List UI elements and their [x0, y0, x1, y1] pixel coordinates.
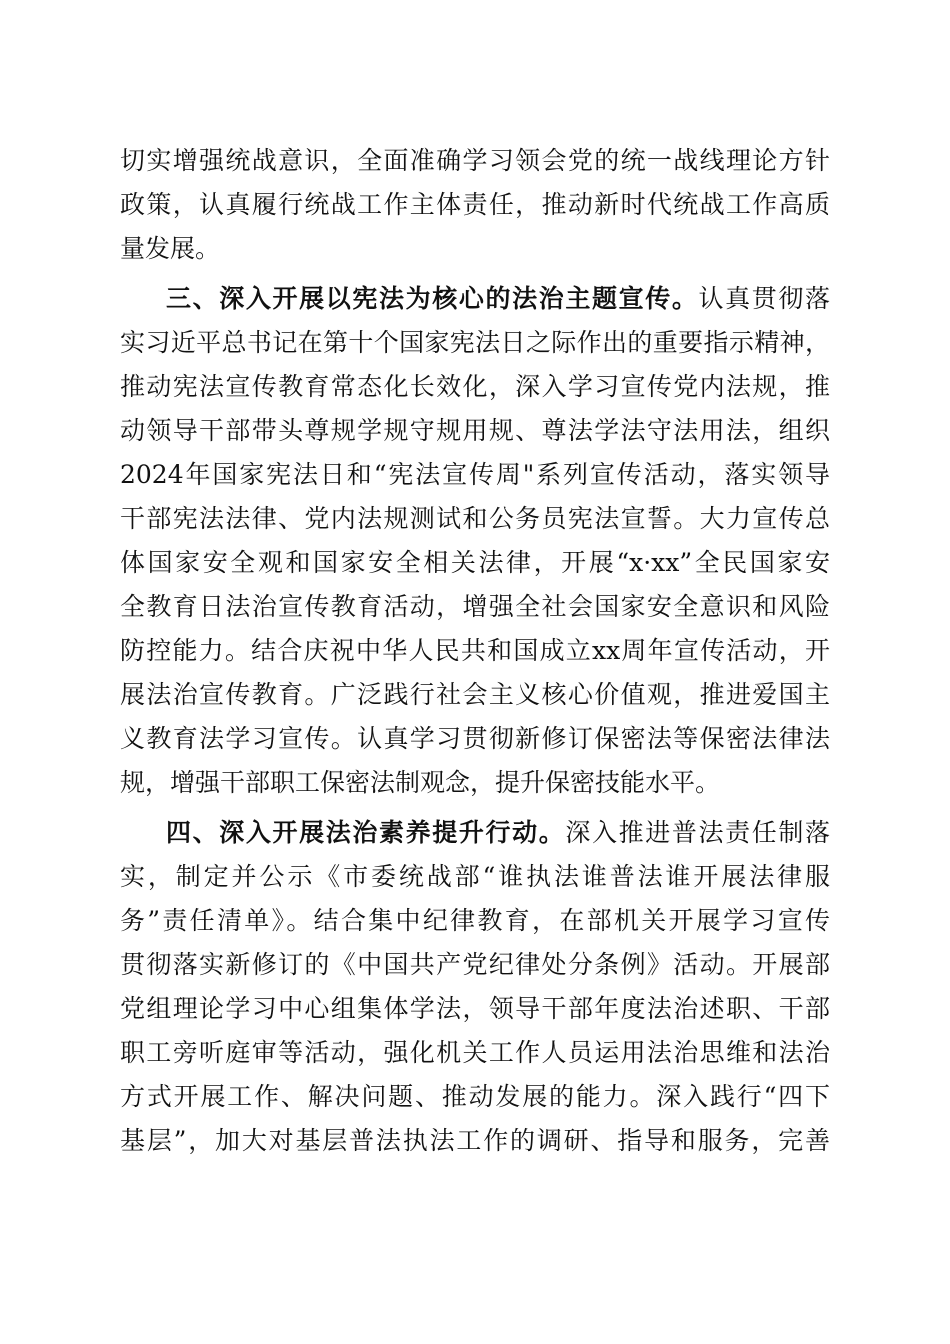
text-span: 深入推进普法责任制落: [565, 818, 830, 847]
text-line: 防控能力。结合庆祝中华人民共和国成立xx周年宣传活动，开: [120, 636, 830, 665]
text-span: 认真贯彻落: [698, 284, 830, 313]
text-line: 基层”，加大对基层普法执法工作的调研、指导和服务，完善: [120, 1126, 830, 1155]
text-line: 贯彻落实新修订的《中国共产党纪律处分条例》活动。开展部: [120, 950, 830, 979]
text-line: 展法治宣传教育。广泛践行社会主义核心价值观，推进爱国主: [120, 680, 830, 709]
text-line: 2024年国家宪法日和“宪法宣传周"系列宣传活动，落实领导: [120, 460, 830, 489]
section-heading-4: 四、深入开展法治素养提升行动。: [166, 818, 566, 847]
text-line: 方式开展工作、解决问题、推动发展的能力。深入践行“四下: [120, 1082, 830, 1111]
text-line: 推动宪法宣传教育常态化长效化，深入学习宣传党内法规，推: [120, 372, 830, 401]
text-line: 义教育法学习宣传。认真学习贯彻新修订保密法等保密法律法: [120, 724, 830, 753]
text-line: 实习近平总书记在第十个国家宪法日之际作出的重要指示精神，: [120, 328, 830, 357]
text-line: 干部宪法法律、党内法规测试和公务员宪法宣誓。大力宣传总: [120, 504, 830, 533]
paragraph-first-line: [166, 811, 830, 855]
text-line: 党组理论学习中心组集体学法，领导干部年度法治述职、干部: [120, 994, 830, 1023]
text-line: 体国家安全观和国家安全相关法律，开展“x·xx”全民国家安: [120, 548, 830, 577]
text-line: 规，增强干部职工保密法制观念，提升保密技能水平。: [120, 768, 721, 797]
text-line: 政策，认真履行统战工作主体责任，推动新时代统战工作高质: [120, 190, 830, 219]
section-heading-3: 三、深入开展以宪法为核心的法治主题宣传。: [166, 284, 699, 313]
text-line: 务”责任清单》。结合集中纪律教育，在部机关开展学习宣传: [120, 906, 830, 935]
text-line: 职工旁听庭审等活动，强化机关工作人员运用法治思维和法治: [120, 1038, 830, 1067]
text-line: 实，制定并公示《市委统战部“谁执法谁普法谁开展法律服: [120, 862, 830, 891]
paragraph-first-line: [166, 277, 830, 321]
text-line: 全教育日法治宣传教育活动，增强全社会国家安全意识和风险: [120, 592, 830, 621]
text-line: 量发展。: [120, 234, 221, 263]
text-line: 动领导干部带头尊规学规守规用规、尊法学法守法用法，组织: [120, 416, 830, 445]
text-line: 切实增强统战意识，全面准确学习领会党的统一战线理论方针: [120, 146, 830, 175]
